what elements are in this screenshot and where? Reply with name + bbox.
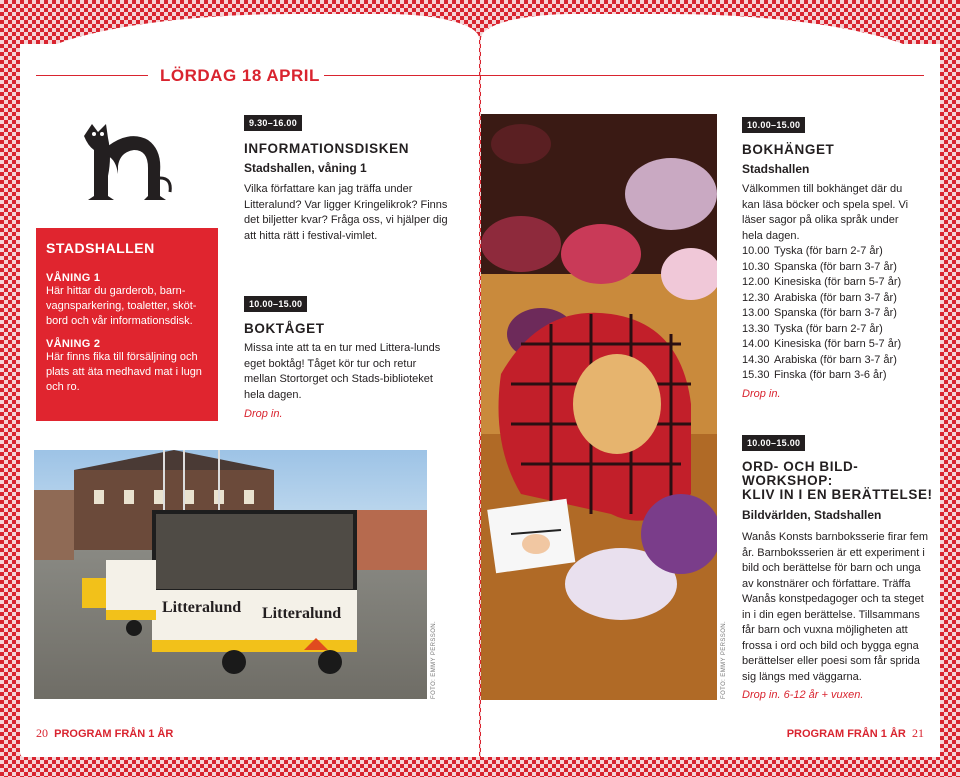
page-number-right: 21 xyxy=(912,726,924,740)
bookhang-location: Stadshallen xyxy=(742,162,810,176)
schedule-language: Tyska (för barn 2-7 år) xyxy=(774,245,883,257)
footer-left-text: PROGRAM FRÅN 1 ÅR xyxy=(54,728,174,740)
child-photo-credit: FOTO: EMMY PERSSON. xyxy=(721,620,727,699)
schedule-language: Spanska (för barn 3-7 år) xyxy=(774,307,897,319)
child-photo-illustration xyxy=(481,114,717,700)
schedule-row xyxy=(742,337,901,353)
train-photo-illustration xyxy=(34,450,427,699)
info-body: Vilka författare kan jag träffa under Litteralund? Var ligger Kringelikrok? Finns det biljetter kvar? Fråga oss, vi hjälper dig att hitta rätt i festival-vimlet. xyxy=(244,183,448,242)
schedule-language: Tyska (för barn 2-7 år) xyxy=(774,322,883,335)
footer-right-text: PROGRAM FRÅN 1 ÅR xyxy=(786,728,906,740)
page-date-heading: LÖRDAG 18 APRIL xyxy=(160,66,320,85)
workshop-drop-in: Drop in. 6-12 år + vuxen. xyxy=(742,689,864,701)
info-location: Stadshallen, våning 1 xyxy=(244,161,367,175)
train-drop-in: Drop in. xyxy=(244,408,283,420)
floor-1-text: Här hittar du garderob, barn-vagnsparkering, toaletter, sköt-bord och vår informationsdisk. xyxy=(46,285,197,327)
bookhang-drop-in: Drop in. xyxy=(742,388,781,400)
workshop-title-line-1: ORD- OCH BILD- xyxy=(742,459,859,474)
train-sign-right: Litteralund xyxy=(262,605,342,622)
workshop-time-badge: 10.00–15.00 xyxy=(742,435,805,451)
schedule-language: Arabiska (för barn 3-7 år) xyxy=(774,353,897,366)
schedule-row xyxy=(742,275,901,291)
bookhang-time-badge: 10.00–15.00 xyxy=(742,117,805,133)
sidebar-title: STADSHALLEN xyxy=(46,240,155,256)
floor-1-label: VÅNING 1 xyxy=(46,272,101,284)
workshop-title-line-2: WORKSHOP: xyxy=(742,473,833,488)
train-body: Missa inte att ta en tur med Littera-lunds eget boktåg! Tåget kör tur och retur mellan Stortorget och Stads-biblioteket hela dagen. xyxy=(244,342,441,401)
footer-left xyxy=(36,726,173,741)
schedule-row xyxy=(742,260,901,276)
schedule-time: 10.00 xyxy=(742,245,770,257)
floor-2-text: Här finns fika till försäljning och plats att äta medhavd mat i lugn och ro. xyxy=(46,351,202,393)
schedule-language: Arabiska (för barn 3-7 år) xyxy=(774,291,897,304)
train-time-badge: 10.00–15.00 xyxy=(244,296,307,312)
schedule-time: 10.30 xyxy=(742,260,770,273)
schedule-time: 13.30 xyxy=(742,322,770,335)
story-schedule xyxy=(742,244,901,384)
schedule-time: 14.00 xyxy=(742,338,770,350)
schedule-row xyxy=(742,306,901,322)
schedule-time: 12.30 xyxy=(742,291,770,304)
workshop-body: Wanås Konsts barnboksserie firar fem år. Barnboksserien är ett experiment i bild och berättelse för barn och unga av konstnärer och författare. Träffa Wanås konstpedagoger och ta steget in i din egen berättelse. Tillsammans får barn och vuxna möjligheten att frossa i ord och bild och bygga egna berättelser eller poesi som får sprida sig längs med väggarna. xyxy=(742,531,929,683)
train-title: BOKTÅGET xyxy=(244,321,325,336)
schedule-language: Finska (för barn 3-6 år) xyxy=(774,369,887,381)
schedule-time: 14.30 xyxy=(742,353,770,366)
train-photo xyxy=(34,450,427,699)
schedule-language: Kinesiska (för barn 5-7 år) xyxy=(774,276,902,288)
train-photo-credit: FOTO: EMMY PERSSON. xyxy=(431,620,437,699)
schedule-time: 15.30 xyxy=(742,369,770,381)
schedule-language: Spanska (för barn 3-7 år) xyxy=(774,260,897,273)
schedule-row xyxy=(742,322,901,338)
schedule-row xyxy=(742,244,901,260)
schedule-time: 13.00 xyxy=(742,307,770,319)
page-number-left: 20 xyxy=(36,726,48,740)
bookhang-title: BOKHÄNGET xyxy=(742,142,835,157)
schedule-row xyxy=(742,353,901,369)
footer-right xyxy=(787,726,924,741)
info-title: INFORMATIONSDISKEN xyxy=(244,141,410,156)
workshop-title-line-3: KLIV IN I EN BERÄTTELSE! xyxy=(742,487,933,502)
workshop-title xyxy=(742,460,933,502)
litteralund-cat-logo xyxy=(78,116,174,202)
schedule-row xyxy=(742,291,901,307)
train-sign-left: Litteralund xyxy=(162,599,242,616)
workshop-location: Bildvärlden, Stadshallen xyxy=(742,508,882,522)
header-rule-left xyxy=(36,75,148,76)
info-time-badge: 9.30–16.00 xyxy=(244,115,302,131)
schedule-row xyxy=(742,368,901,384)
header-rule-right xyxy=(324,75,924,76)
schedule-time: 12.00 xyxy=(742,276,770,288)
child-drawing-photo xyxy=(481,114,717,700)
stadshallen-info-box xyxy=(36,228,218,421)
bookhang-body: Välkommen till bokhänget där du kan läsa böcker och spela spel. Vi läser sagor på olika språk under hela dagen. xyxy=(742,183,909,242)
schedule-language: Kinesiska (för barn 5-7 år) xyxy=(774,338,902,350)
floor-2-label: VÅNING 2 xyxy=(46,338,101,350)
